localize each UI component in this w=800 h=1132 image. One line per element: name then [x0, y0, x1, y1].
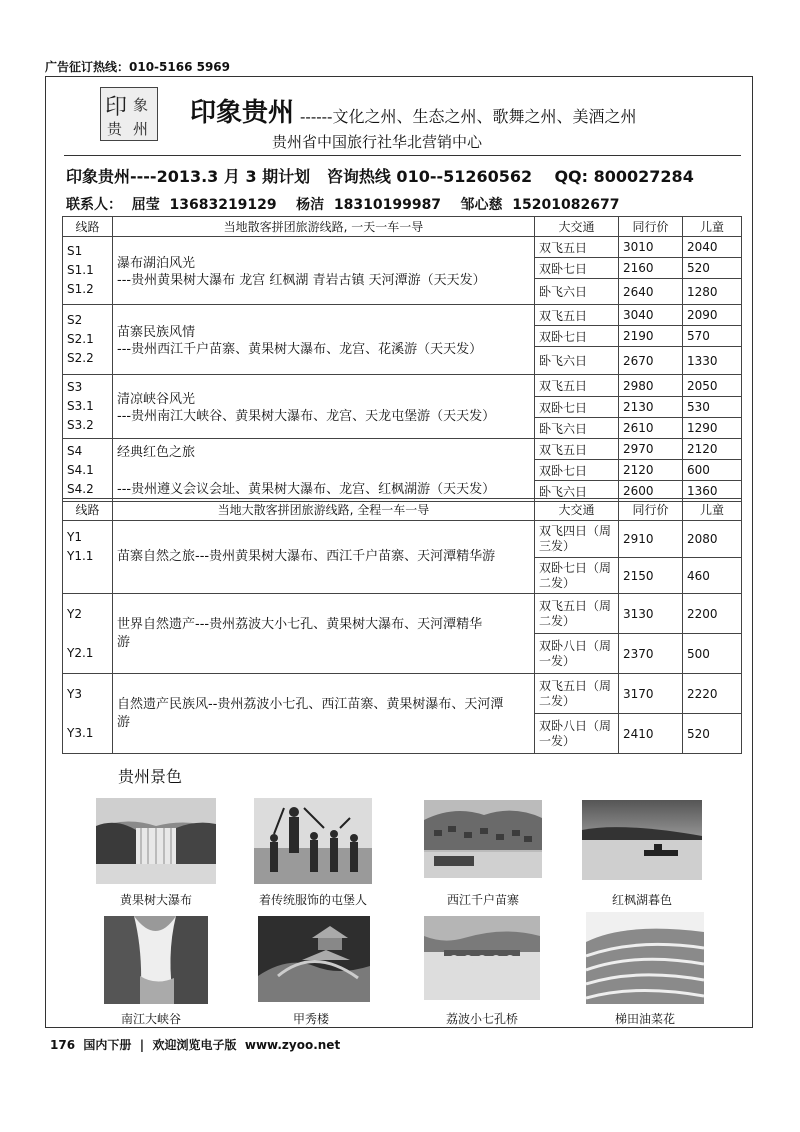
route-detail: ---贵州西江千户苗寨、黄果树大瀑布、龙宫、花溪游（天天发） — [117, 341, 483, 357]
transport-cell: 双飞五日 — [535, 439, 619, 460]
route-name: 苗寨民族风情 — [117, 324, 196, 340]
price-cell: 3040 — [619, 305, 683, 326]
child-price-cell: 2050 — [683, 375, 742, 397]
photo-caption: 甲秀楼 — [292, 1012, 329, 1026]
route-name: 瀑布湖泊风光 — [117, 255, 196, 271]
route-description — [113, 594, 535, 674]
photo-caption: 西江千户苗寨 — [446, 893, 519, 907]
child-price-cell: 2200 — [683, 594, 742, 634]
price-cell: 2610 — [619, 418, 683, 439]
transport-cell: 卧飞六日 — [535, 347, 619, 375]
header-transport: 大交通 — [535, 217, 619, 237]
photo-caption: 着传统服饰的屯堡人 — [258, 893, 367, 907]
price-cell: 2910 — [619, 521, 683, 558]
header-description: 当地散客拼团旅游线路, 一天一车一导 — [113, 217, 535, 237]
waterfall-photo — [96, 798, 216, 884]
route-description — [113, 439, 535, 502]
child-price-cell: 1290 — [683, 418, 742, 439]
price-cell: 2130 — [619, 397, 683, 418]
route-name: 经典红色之旅 — [117, 445, 196, 460]
child-price-cell: 1330 — [683, 347, 742, 375]
local-tours-table — [62, 216, 742, 502]
route-detail: ---贵州遵义会议会址、黄果树大瀑布、龙宫、红枫湖游（天天发） — [117, 482, 496, 497]
bridge-photo — [424, 916, 540, 1000]
child-price-cell: 1280 — [683, 279, 742, 305]
transport-cell: 双飞五日 — [535, 305, 619, 326]
transport-cell: 双卧八日（周一发） — [535, 714, 619, 754]
transport-cell: 双飞五日 — [535, 237, 619, 258]
child-price-cell: 570 — [683, 326, 742, 347]
price-cell: 2150 — [619, 558, 683, 594]
transport-cell: 卧飞六日 — [535, 481, 619, 502]
dancers-photo — [254, 798, 372, 884]
brand-title: 印象贵州 — [190, 98, 295, 128]
child-price-cell: 2080 — [683, 521, 742, 558]
route-description — [113, 521, 535, 594]
transport-cell: 双卧七日 — [535, 326, 619, 347]
route-description — [113, 305, 535, 375]
price-cell: 2640 — [619, 279, 683, 305]
scenery-title: 贵州景色 — [118, 767, 183, 786]
child-price-cell: 2120 — [683, 439, 742, 460]
canyon-photo — [104, 916, 208, 1004]
child-price-cell: 520 — [683, 258, 742, 279]
photo-caption: 红枫湖暮色 — [611, 893, 672, 907]
route-detail: ---贵州黄果树大瀑布 龙宫 红枫湖 青岩古镇 天河潭游（天天发） — [117, 272, 486, 288]
page-footer: 176 国内下册 | 欢迎浏览电子版 www.zyoo.net — [50, 1038, 341, 1052]
header-divider — [64, 155, 741, 156]
route-codes: S3 S3.1 S3.2 — [63, 375, 113, 439]
price-cell: 2160 — [619, 258, 683, 279]
child-price-cell: 520 — [683, 714, 742, 754]
terraces-photo — [586, 912, 704, 1004]
header-description: 当地大散客拼团旅游线路, 全程一车一导 — [113, 499, 535, 521]
route-codes: Y1 Y1.1 — [63, 521, 113, 594]
transport-cell: 双卧七日 — [535, 258, 619, 279]
group-tours-table — [62, 498, 742, 754]
price-cell: 2190 — [619, 326, 683, 347]
child-price-cell: 2090 — [683, 305, 742, 326]
contacts-line: 联系人： 屈莹 13683219129 杨洁 18310199987 邹心慈 15201082677 — [66, 197, 620, 213]
child-price-cell: 460 — [683, 558, 742, 594]
transport-cell: 卧飞六日 — [535, 418, 619, 439]
logo-char: 印 — [105, 95, 128, 120]
route-description — [113, 674, 535, 754]
photo-caption: 黄果树大瀑布 — [119, 893, 192, 907]
transport-cell: 双卧八日（周一发） — [535, 634, 619, 674]
transport-cell: 双飞五日 — [535, 375, 619, 397]
route-description — [113, 237, 535, 305]
route-detail: 苗寨自然之旅---贵州黄果树大瀑布、西江千户苗寨、天河潭精华游 — [117, 549, 496, 564]
transport-cell: 双飞五日（周二发） — [535, 594, 619, 634]
price-cell: 2970 — [619, 439, 683, 460]
price-cell: 2120 — [619, 460, 683, 481]
header-route: 线路 — [63, 499, 113, 521]
route-codes: Y3 Y3.1 — [63, 674, 113, 754]
price-cell: 2370 — [619, 634, 683, 674]
header-child: 儿童 — [683, 499, 742, 521]
route-codes: S2 S2.1 S2.2 — [63, 305, 113, 375]
photo-caption: 南江大峡谷 — [120, 1012, 181, 1026]
transport-cell: 双飞四日（周三发） — [535, 521, 619, 558]
photo-caption: 梯田油菜花 — [614, 1012, 675, 1026]
header-child: 儿童 — [683, 217, 742, 237]
brand-subtitle: 贵州省中国旅行社华北营销中心 — [272, 133, 483, 151]
transport-cell: 双飞五日（周二发） — [535, 674, 619, 714]
route-detail: ---贵州南江大峡谷、黄果树大瀑布、龙宫、天龙屯堡游（天天发） — [117, 408, 496, 424]
price-cell: 3170 — [619, 674, 683, 714]
route-description — [113, 375, 535, 439]
header-price: 同行价 — [619, 217, 683, 237]
child-price-cell: 1360 — [683, 481, 742, 502]
logo-char: 州 — [133, 120, 149, 138]
child-price-cell: 600 — [683, 460, 742, 481]
village-photo — [424, 800, 542, 878]
child-price-cell: 530 — [683, 397, 742, 418]
child-price-cell: 2040 — [683, 237, 742, 258]
logo-char: 象 — [133, 96, 149, 114]
child-price-cell: 2220 — [683, 674, 742, 714]
price-cell: 3130 — [619, 594, 683, 634]
brand-slogan: ------文化之州、生态之州、歌舞之州、美酒之州 — [300, 107, 637, 126]
pavilion-photo — [258, 916, 370, 1002]
logo-char: 贵 — [107, 120, 123, 138]
price-cell: 2600 — [619, 481, 683, 502]
plan-line: 印象贵州----2013.3 月 3 期计划 咨询热线 010--51260562 QQ: 800027284 — [66, 167, 694, 186]
ad-hotline: 广告征订热线：010-5166 5969 — [45, 60, 231, 74]
price-cell: 2410 — [619, 714, 683, 754]
header-transport: 大交通 — [535, 499, 619, 521]
route-detail: 自然遗产民族风--贵州荔波小七孔、西江苗寨、黄果树瀑布、天河潭游 — [117, 696, 504, 730]
transport-cell: 卧飞六日 — [535, 279, 619, 305]
header-route: 线路 — [63, 217, 113, 237]
transport-cell: 双卧七日 — [535, 397, 619, 418]
child-price-cell: 500 — [683, 634, 742, 674]
lake-dusk-photo — [582, 800, 702, 880]
route-codes: S1 S1.1 S1.2 — [63, 237, 113, 305]
route-detail: 世界自然遗产---贵州荔波大小七孔、黄果树大瀑布、天河潭精华游 — [117, 616, 483, 650]
price-cell: 3010 — [619, 237, 683, 258]
transport-cell: 双卧七日 — [535, 460, 619, 481]
route-codes: S4 S4.1 S4.2 — [63, 439, 113, 502]
price-cell: 2670 — [619, 347, 683, 375]
route-name: 清凉峡谷风光 — [117, 391, 196, 407]
price-cell: 2980 — [619, 375, 683, 397]
brand-logo — [100, 87, 158, 141]
photo-caption: 荔波小七孔桥 — [445, 1012, 518, 1026]
transport-cell: 双卧七日（周二发） — [535, 558, 619, 594]
route-codes: Y2 Y2.1 — [63, 594, 113, 674]
header-price: 同行价 — [619, 499, 683, 521]
